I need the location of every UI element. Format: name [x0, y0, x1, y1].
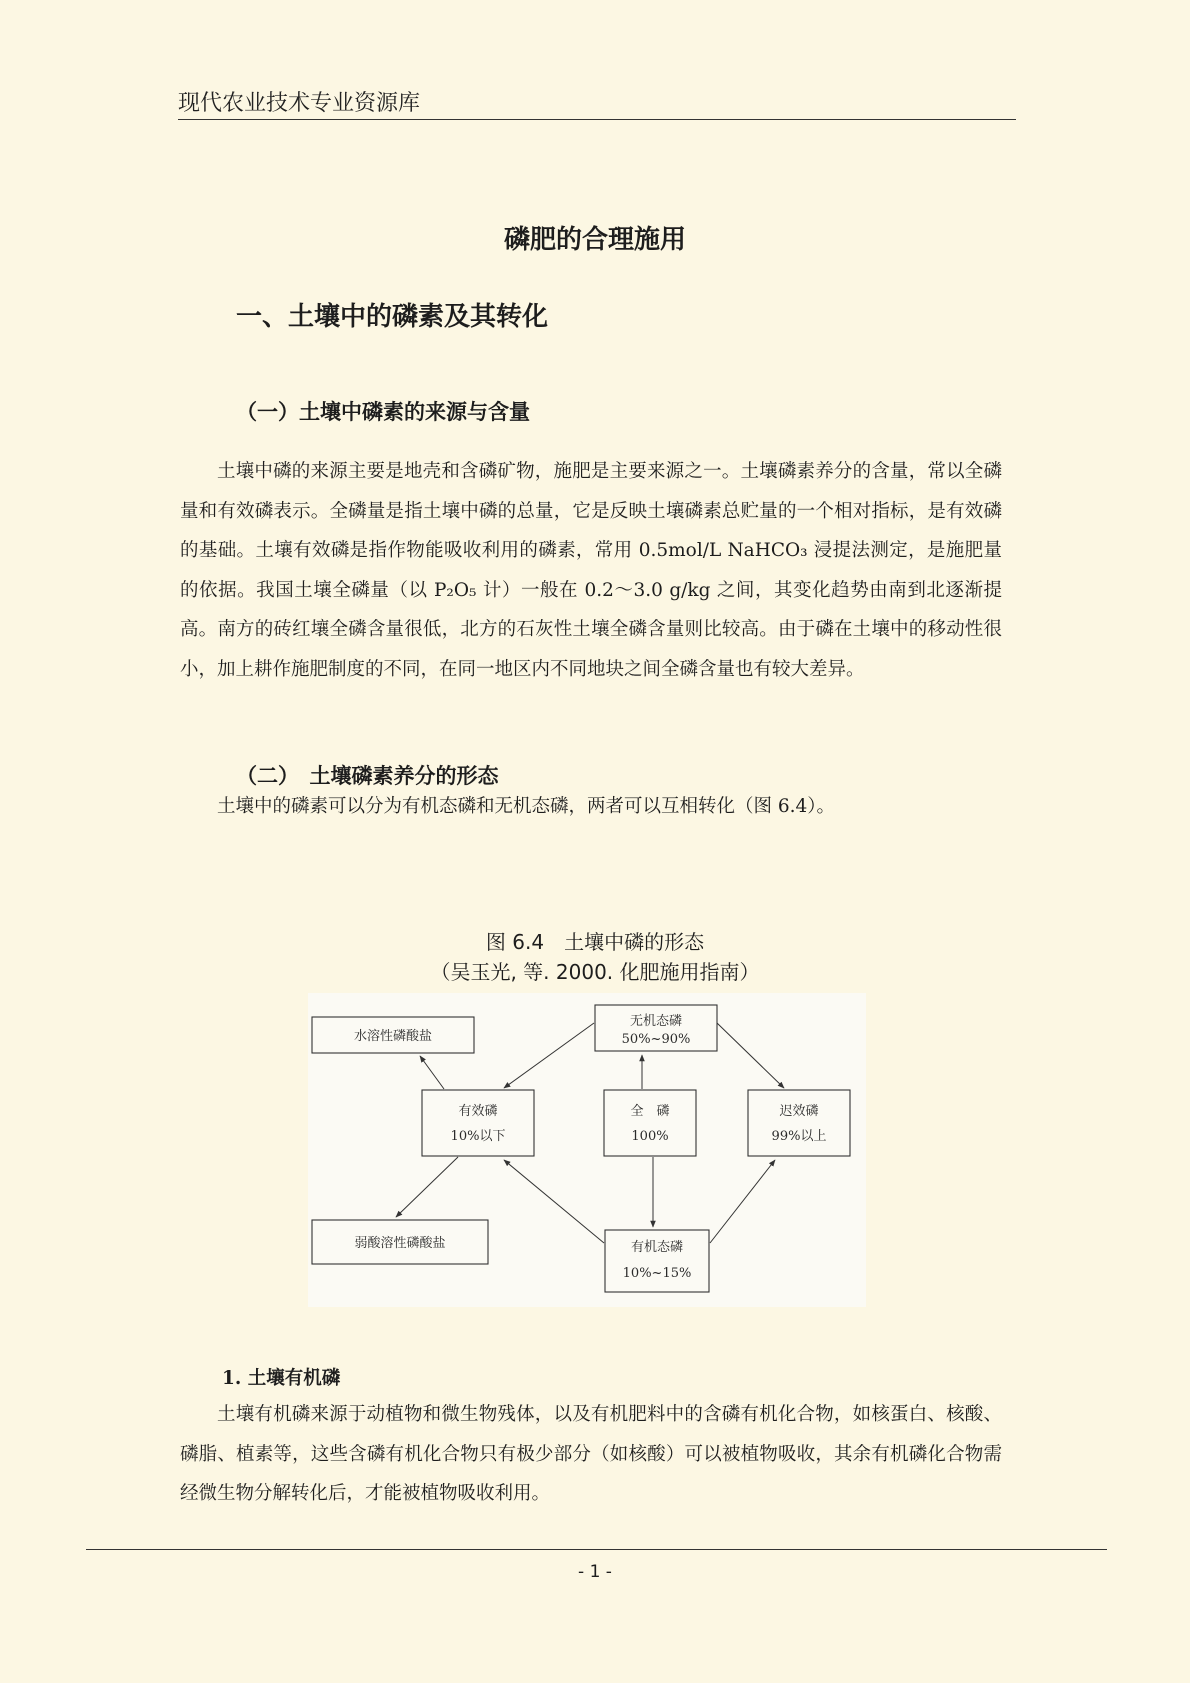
figure-source: （吴玉光, 等. 2000. 化肥施用指南）: [430, 960, 760, 984]
box-inorganic-value: 50%~90%: [621, 1032, 691, 1047]
arrow-organic-to-slow: [710, 1160, 775, 1243]
page-number: - 1 -: [578, 1562, 612, 1582]
phosphorus-forms-diagram: [308, 993, 866, 1307]
arrow-available-to-weak-acid: [396, 1157, 458, 1217]
box-slow-value: 99%以上: [771, 1129, 827, 1144]
diagram-svg: [308, 993, 866, 1307]
arrow-inorganic-to-slow: [717, 1023, 784, 1088]
box-inorganic: [595, 1005, 717, 1051]
paragraph-phosphorus-forms: 土壤中的磷素可以分为有机态磷和无机态磷，两者可以互相转化（图 6.4）。: [217, 796, 836, 817]
box-available-label: 有效磷: [458, 1104, 498, 1119]
box-water-soluble: [312, 1017, 474, 1053]
box-available: [422, 1090, 534, 1156]
header-divider: [178, 119, 1016, 120]
box-inorganic-label: 无机态磷: [629, 1014, 683, 1029]
arrow-organic-to-available: [504, 1160, 604, 1243]
subsection-heading-1: （一）土壤中磷素的来源与含量: [236, 400, 530, 424]
subsection-heading-2: （二） 土壤磷素养分的形态: [236, 764, 499, 788]
box-available-value: 10%以下: [450, 1129, 506, 1144]
box-total-label: 全 磷: [630, 1104, 670, 1119]
subsection-heading-3: 1. 土壤有机磷: [222, 1368, 341, 1389]
box-weak-acid: [312, 1220, 488, 1264]
section-heading: 一、土壤中的磷素及其转化: [236, 302, 549, 332]
paragraph-phosphorus-source: 土壤中磷的来源主要是地壳和含磷矿物，施肥是主要来源之一。土壤磷素养分的含量，常以全磷量和有效磷表示。全磷量是指土壤中磷的总量，它是反映土壤磷素总贮量的一个相对指标，是有效磷的基础。土壤有效磷是指作物能吸收利用的磷素，常用 0.5mol/L NaHCO₃ 浸提法测定，是施肥量的依据。我国土壤全磷量（以 P₂O₅ 计）一般在 0.2～3.0 g/kg 之间，其变化趋势由南到北逐渐提高。南方的砖红壤全磷含量很低，北方的石灰性土壤全磷含量则比较高。由于磷在土壤中的移动性很小，加上耕作施肥制度的不同，在同一地区内不同地块之间全磷含量也有较大差异。: [180, 461, 1002, 680]
box-organic: [605, 1230, 709, 1292]
arrow-inorganic-to-available: [504, 1023, 594, 1088]
box-water-soluble-label: 水溶性磷酸盐: [353, 1029, 433, 1044]
box-slow: [748, 1090, 850, 1156]
box-organic-value: 10%~15%: [622, 1266, 692, 1281]
box-total-value: 100%: [631, 1129, 669, 1144]
figure-caption: 图 6.4 土壤中磷的形态: [485, 930, 705, 954]
header-title: 现代农业技术专业资源库: [178, 91, 421, 116]
box-weak-acid-label: 弱酸溶性磷酸盐: [354, 1236, 446, 1251]
box-organic-label: 有机态磷: [630, 1240, 684, 1255]
footer-divider: [86, 1549, 1107, 1550]
document-title: 磷肥的合理施用: [503, 225, 686, 255]
paragraph-organic-phosphorus: 土壤有机磷来源于动植物和微生物残体，以及有机肥料中的含磷有机化合物，如核蛋白、核酸、磷脂、植素等，这些含磷有机化合物只有极少部分（如核酸）可以被植物吸收，其余有机磷化合物需经微生物分解转化后，才能被植物吸收利用。: [180, 1404, 1002, 1504]
arrow-available-to-water: [420, 1056, 444, 1089]
box-slow-label: 迟效磷: [779, 1104, 819, 1119]
box-total: [604, 1090, 696, 1156]
